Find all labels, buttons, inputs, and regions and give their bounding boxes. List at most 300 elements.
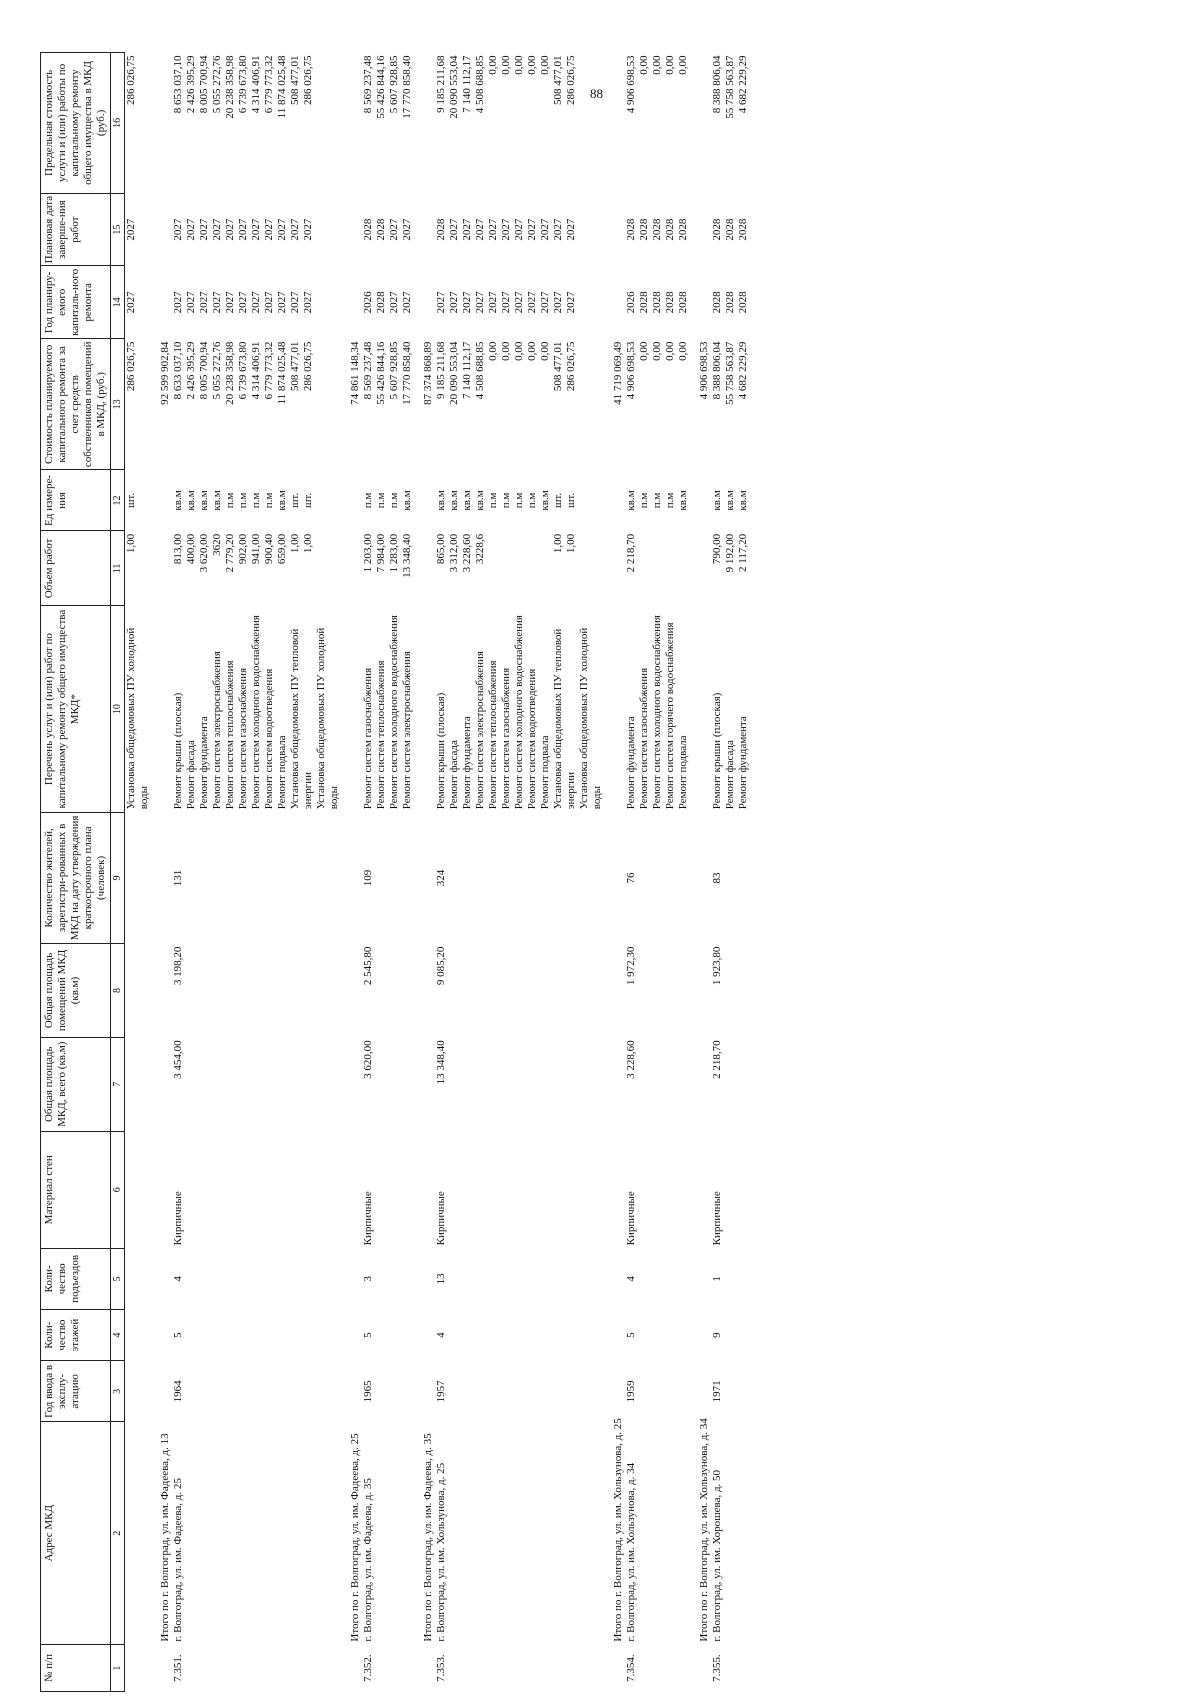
work-limit-entry: 0,00	[651, 55, 663, 75]
work-unit-entry: кв.м	[677, 490, 689, 511]
work-unit-entry: шт.	[552, 492, 564, 509]
work-year	[435, 266, 604, 339]
work-year	[125, 266, 152, 339]
work-volume	[362, 531, 414, 606]
work-cost-entry: 4 314 406,91	[250, 341, 262, 400]
header-cost: Стоимость планируемого капитального ремонта за счет средств собственников помещений в МКД, (руб.)	[41, 339, 111, 470]
work-year-entry: 2027	[125, 291, 137, 314]
work-volume	[435, 531, 604, 606]
work-volume-entry: 3 312,00	[448, 533, 460, 573]
work-item-entry: Ремонт фасада	[724, 740, 736, 810]
row-num: 7.352.	[362, 1654, 374, 1682]
work-completion-entry: 2027	[448, 218, 460, 241]
work-cost-entry: 4 906 698,53	[625, 341, 637, 400]
rotated-table-frame	[40, 52, 1200, 1692]
work-item	[625, 606, 690, 812]
work-limit	[125, 53, 152, 194]
work-limit-entry: 8 388 806,04	[711, 55, 723, 114]
work-volume-entry	[664, 534, 677, 603]
work-unit-entry: шт.	[289, 492, 301, 509]
work-completion-entry: 2028	[711, 218, 723, 241]
work-limit-entry: 508 477,01	[552, 55, 564, 105]
work-year-entry: 2027	[250, 291, 262, 314]
work-limit-entry: 9 185 211,68	[435, 55, 447, 113]
work-unit-entry: п.м	[362, 492, 374, 509]
work-item-entry: Ремонт систем электроснабжения	[211, 651, 223, 810]
work-unit-entry: кв.м	[461, 490, 473, 511]
work-cost-entry: 0,00	[500, 341, 512, 361]
work-cost-entry: 55 426 844,16	[375, 341, 387, 405]
total-label: Итого по г. Волгоград, ул. им. Фадеева, д. 35	[422, 1433, 434, 1642]
work-year	[625, 266, 690, 339]
row-num: 7.351.	[172, 1654, 184, 1682]
table-row	[435, 53, 604, 1692]
work-cost-entry: 508 477,01	[552, 341, 564, 392]
total-row	[690, 53, 711, 1692]
work-cost-entry: 0,00	[487, 341, 499, 361]
floors: 5	[172, 1332, 184, 1338]
work-cost-entry: 508 477,01	[289, 341, 301, 392]
work-volume-entry	[487, 534, 500, 603]
floors: 4	[435, 1332, 447, 1338]
work-unit	[362, 470, 414, 531]
table-body	[125, 53, 751, 1692]
work-unit-entry: кв.м	[724, 490, 736, 511]
work-limit-entry: 508 477,01	[289, 55, 301, 105]
work-unit-entry: кв.м	[474, 490, 486, 511]
row-num: 7.353.	[435, 1654, 447, 1682]
column-number: 1	[111, 1645, 125, 1692]
work-completion-entry: 2028	[724, 218, 736, 241]
work-item	[172, 606, 341, 812]
residents: 83	[711, 872, 723, 884]
work-completion-entry: 2027	[125, 218, 137, 241]
work-volume-entry: 941,00	[250, 533, 262, 565]
row-num: 7.354.	[625, 1654, 637, 1682]
work-limit-entry: 17 770 858,40	[401, 55, 413, 119]
wall-material: Кирпичные	[435, 1191, 447, 1246]
work-item-entry: Ремонт систем холодного водоснабжения	[651, 615, 663, 810]
work-year-entry: 2027	[500, 291, 512, 314]
work-completion	[625, 193, 690, 266]
work-item-entry: Ремонт систем газоснабжения	[362, 667, 374, 810]
year-built: 1959	[625, 1380, 637, 1403]
total-area: 13 348,40	[435, 1040, 447, 1085]
work-year-entry: 2027	[276, 291, 288, 314]
total-row	[414, 53, 435, 1692]
work-volume-entry: 1,00	[125, 533, 137, 554]
work-completion-entry: 2027	[487, 218, 499, 241]
header-residents: Количество жителей, зарегистри-рованных в МКД на дату утверждения краткосрочного плана (человек)	[41, 812, 111, 943]
page-number: 88	[590, 86, 603, 101]
year-built: 1971	[711, 1380, 723, 1403]
wall-material	[125, 1131, 152, 1248]
work-limit-entry: 5 055 272,76	[211, 55, 223, 114]
work-unit-entry: п.м	[513, 492, 525, 509]
work-year-entry: 2027	[224, 291, 236, 314]
work-year-entry: 2027	[172, 291, 184, 314]
work-completion-entry: 2027	[526, 218, 538, 241]
work-item-entry: Ремонт систем теплоснабжения	[487, 660, 499, 810]
work-completion	[125, 193, 152, 266]
work-cost-entry: 5 055 272,76	[211, 341, 223, 400]
row-num	[604, 1645, 625, 1692]
work-cost-entry: 6 739 673,80	[237, 341, 249, 400]
work-item-entry: Ремонт фасада	[448, 740, 460, 810]
work-volume	[711, 531, 750, 606]
work-unit	[711, 470, 750, 531]
column-number: 10	[111, 606, 125, 812]
work-completion-entry: 2028	[664, 218, 676, 241]
residents: 131	[172, 869, 184, 887]
column-number: 9	[111, 812, 125, 943]
work-volume-entry: 3 228,60	[461, 533, 473, 573]
work-volume-entry: 813,00	[172, 533, 184, 565]
completion-date	[341, 193, 362, 266]
row-num	[125, 1645, 152, 1692]
column-number: 12	[111, 470, 125, 531]
work-unit-entry: п.м	[526, 492, 538, 509]
work-unit-entry: п.м	[237, 492, 249, 509]
work-cost-entry: 4 508 688,85	[474, 341, 486, 400]
work-volume-entry: 659,00	[276, 533, 288, 565]
premises-area: 2 545,80	[362, 946, 374, 986]
work-limit-entry: 286 026,75	[302, 55, 314, 105]
work-completion-entry: 2028	[677, 218, 689, 241]
total-cost: 4 906 698,53	[698, 341, 710, 400]
work-volume-entry: 2 779,20	[224, 533, 236, 573]
work-year-entry: 2027	[289, 291, 301, 314]
work-completion	[362, 193, 414, 266]
work-year-entry: 2027	[565, 291, 577, 314]
work-completion-entry: 2027	[552, 218, 564, 241]
column-number: 16	[111, 53, 125, 194]
year-built	[125, 1361, 152, 1422]
work-volume-entry: 902,00	[237, 533, 249, 565]
work-item-entry: Ремонт систем холодного водоснабжения	[513, 615, 525, 810]
header-repair-year: Год планиру-емого капиталь-ного ремонта	[41, 266, 111, 339]
column-number: 8	[111, 944, 125, 1038]
work-volume-entry: 1 203,00	[362, 533, 374, 573]
work-completion-entry: 2027	[302, 218, 314, 241]
work-cost-entry: 286 026,75	[565, 341, 577, 392]
work-item-entry: Установка общедомовых ПУ холодной воды	[125, 627, 150, 810]
work-item-entry: Ремонт крыши (плоская)	[711, 692, 723, 810]
work-completion-entry: 2028	[638, 218, 650, 241]
column-number: 7	[111, 1037, 125, 1131]
work-item-entry: Ремонт систем газоснабжения	[237, 667, 249, 810]
work-completion-entry: 2027	[224, 218, 236, 241]
work-cost-entry: 0,00	[539, 341, 551, 361]
work-year	[172, 266, 341, 339]
work-limit-entry: 6 779 773,32	[263, 55, 275, 114]
work-limit-entry: 55 758 563,87	[724, 55, 736, 119]
work-completion-entry: 2027	[539, 218, 551, 241]
work-item-entry: Ремонт систем горячего водоснабжения	[664, 622, 676, 810]
work-completion	[172, 193, 341, 266]
work-year-entry: 2027	[198, 291, 210, 314]
work-volume-entry: 1,00	[565, 533, 577, 554]
repair-year	[690, 266, 711, 339]
total-cost: 92 599 902,84	[159, 341, 171, 405]
work-item-entry: Ремонт систем водоотведения	[526, 668, 538, 810]
work-limit-entry: 8 005 700,94	[198, 55, 210, 114]
work-volume-entry: 13 348,40	[401, 533, 413, 578]
table-header	[41, 53, 125, 1692]
work-cost	[625, 339, 690, 470]
work-year-entry: 2028	[711, 291, 723, 314]
work-completion	[435, 193, 604, 266]
work-limit-entry: 2 426 395,29	[185, 55, 197, 114]
work-item-entry: Ремонт систем теплоснабжения	[375, 660, 387, 810]
work-item-entry: Установка общедомовых ПУ холодной воды	[315, 627, 340, 810]
header-unit: Ед измере-ния	[41, 470, 111, 531]
column-number: 11	[111, 531, 125, 606]
work-limit-entry: 4 314 406,91	[250, 55, 262, 114]
work-unit-entry: шт.	[565, 492, 577, 509]
work-volume-entry: 900,40	[263, 533, 275, 565]
work-limit-entry: 20 090 553,04	[448, 55, 460, 119]
work-cost-entry: 0,00	[651, 341, 663, 361]
work-completion-entry: 2027	[289, 218, 301, 241]
column-number: 13	[111, 339, 125, 470]
work-unit-entry: п.м	[500, 492, 512, 509]
work-completion-entry: 2028	[737, 218, 749, 241]
work-cost-entry: 8 005 700,94	[198, 341, 210, 400]
work-year-entry: 2027	[552, 291, 564, 314]
limit-cost	[414, 53, 435, 194]
work-unit-entry: кв.м	[276, 490, 288, 511]
work-cost-entry: 5 607 928,85	[388, 341, 400, 400]
limit-cost	[690, 53, 711, 194]
table-row	[362, 53, 414, 1692]
work-volume-entry: 400,00	[185, 533, 197, 565]
work-year-entry: 2026	[362, 291, 374, 314]
work-year-entry: 2027	[185, 291, 197, 314]
work-limit-entry: 0,00	[487, 55, 499, 75]
work-year-entry: 2027	[211, 291, 223, 314]
repair-year	[604, 266, 625, 339]
work-unit-entry: кв.м	[448, 490, 460, 511]
work-cost-entry: 17 770 858,40	[401, 341, 413, 405]
work-limit-entry: 286 026,75	[125, 55, 137, 105]
work-volume	[625, 531, 690, 606]
work-unit-entry: кв.м	[711, 490, 723, 511]
work-item-entry: Установка общедомовых ПУ тепловой энергии	[289, 628, 314, 810]
work-unit	[172, 470, 341, 531]
work-limit-entry: 55 426 844,16	[375, 55, 387, 119]
column-number: 15	[111, 193, 125, 266]
work-cost	[125, 339, 152, 470]
work-unit-entry: п.м	[250, 492, 262, 509]
work-year-entry: 2027	[526, 291, 538, 314]
work-item-entry: Ремонт систем газоснабжения	[638, 667, 650, 810]
work-unit-entry: п.м	[224, 492, 236, 509]
work-unit-entry: п.м	[638, 492, 650, 509]
header-completion-date: Плановая дата заверше-ния работ	[41, 193, 111, 266]
header-works-list: Перечень услуг и (или) работ по капитальному ремонту общего имущества МКД*	[41, 606, 111, 812]
address: г. Волгоград, ул. им. Хорошева, д. 50	[711, 1469, 723, 1642]
limit-cost	[604, 53, 625, 194]
work-cost-entry: 0,00	[664, 341, 676, 361]
entrances: 3	[362, 1276, 374, 1282]
work-unit-entry: шт.	[302, 492, 314, 509]
work-year	[711, 266, 750, 339]
work-item-entry: Ремонт фундамента	[737, 716, 749, 810]
work-item	[125, 606, 152, 812]
entrances	[125, 1248, 152, 1309]
work-unit	[625, 470, 690, 531]
work-cost-entry: 20 090 553,04	[448, 341, 460, 405]
total-area: 3 454,00	[172, 1040, 184, 1079]
work-unit-entry: п.м	[664, 492, 676, 509]
floors: 5	[625, 1332, 637, 1338]
header-limit-cost: Предельная стоимость услуги и (или) работы по капитальному ремонту общего имущества в МКД (руб.)	[41, 53, 111, 194]
work-year-entry: 2027	[435, 291, 447, 314]
work-volume-entry: 790,00	[711, 533, 723, 565]
work-year-entry: 2027	[487, 291, 499, 314]
column-number: 2	[111, 1422, 125, 1645]
work-cost-entry: 20 238 358,98	[224, 341, 236, 405]
floors: 5	[362, 1332, 374, 1338]
header-address: Адрес МКД	[41, 1422, 111, 1645]
work-completion-entry: 2027	[172, 218, 184, 241]
capital-repair-table	[40, 52, 750, 1692]
table-row	[711, 53, 750, 1692]
wall-material: Кирпичные	[172, 1191, 184, 1246]
address: г. Волгоград, ул. им. Хользунова, д. 34	[625, 1462, 637, 1642]
work-limit-entry: 7 140 112,17	[461, 55, 473, 113]
residents: 324	[435, 869, 447, 887]
entrances: 4	[625, 1276, 637, 1282]
work-volume-entry: 1,00	[289, 533, 301, 554]
work-volume-entry: 9 192,00	[724, 533, 736, 573]
header-row	[41, 53, 111, 1692]
header-entrances: Коли-чество подъездов	[41, 1248, 111, 1309]
address	[125, 1422, 152, 1645]
table-row	[172, 53, 341, 1692]
work-limit-entry: 0,00	[513, 55, 525, 75]
work-limit-entry: 5 607 928,85	[388, 55, 400, 114]
work-unit-entry: шт.	[125, 492, 137, 509]
work-cost-entry: 7 140 112,17	[461, 341, 473, 400]
work-item-entry: Ремонт систем холодного водоснабжения	[388, 615, 400, 810]
work-completion-entry: 2027	[211, 218, 223, 241]
work-year	[362, 266, 414, 339]
work-completion-entry: 2027	[263, 218, 275, 241]
work-year-entry: 2028	[664, 291, 676, 314]
work-volume-entry: 3228,6	[474, 533, 486, 565]
completion-date	[604, 193, 625, 266]
total-row	[151, 53, 172, 1692]
work-year-entry: 2027	[539, 291, 551, 314]
work-cost-entry: 9 185 211,68	[435, 341, 447, 400]
work-volume-entry: 865,00	[435, 533, 447, 565]
work-item-entry: Ремонт систем газоснабжения	[500, 667, 512, 810]
work-year-entry: 2027	[448, 291, 460, 314]
wall-material: Кирпичные	[625, 1191, 637, 1246]
work-limit	[625, 53, 690, 194]
table-row	[625, 53, 690, 1692]
column-number: 6	[111, 1131, 125, 1248]
year-built: 1957	[435, 1380, 447, 1403]
work-limit-entry: 11 874 025,48	[276, 55, 288, 119]
work-limit	[435, 53, 604, 194]
address: г. Волгоград, ул. им. Фадеева, д. 35	[362, 1478, 374, 1642]
premises-area	[125, 944, 152, 1038]
work-limit-entry: 8 653 037,10	[172, 55, 184, 114]
work-volume-entry	[638, 534, 651, 603]
work-item-entry: Ремонт систем электроснабжения	[401, 651, 413, 810]
total-cost: 87 374 868,89	[422, 341, 434, 405]
work-limit-entry: 0,00	[638, 55, 650, 75]
premises-area: 1 972,30	[625, 946, 637, 986]
work-item-entry: Ремонт систем холодного водоснабжения	[250, 615, 262, 810]
year-built: 1965	[362, 1380, 374, 1403]
work-volume-entry	[651, 534, 664, 603]
work-unit-entry: кв.м	[737, 490, 749, 511]
work-year-entry: 2027	[401, 291, 413, 314]
work-year-entry: 2027	[263, 291, 275, 314]
work-year-entry: 2028	[651, 291, 663, 314]
row-num: 7.355.	[711, 1654, 723, 1682]
work-volume	[172, 531, 341, 606]
entrances: 13	[435, 1273, 447, 1285]
work-unit-entry: кв.м	[211, 490, 223, 511]
work-completion-entry: 2027	[474, 218, 486, 241]
work-cost-entry: 6 779 773,32	[263, 341, 275, 400]
premises-area: 3 198,20	[172, 946, 184, 986]
work-year-entry: 2027	[474, 291, 486, 314]
work-item	[362, 606, 414, 812]
work-unit-entry: кв.м	[185, 490, 197, 511]
work-unit-entry: кв.м	[198, 490, 210, 511]
work-item-entry: Ремонт систем электроснабжения	[474, 651, 486, 810]
entrances: 4	[172, 1276, 184, 1282]
work-completion-entry: 2028	[362, 218, 374, 241]
row-num	[151, 1645, 172, 1692]
work-limit	[172, 53, 341, 194]
table-row	[125, 53, 152, 1692]
work-volume-entry	[539, 534, 552, 603]
header-volume: Объем работ	[41, 531, 111, 606]
work-completion-entry: 2028	[375, 218, 387, 241]
work-unit-entry: кв.м	[539, 490, 551, 511]
work-cost-entry: 286 026,75	[302, 341, 314, 392]
work-completion-entry: 2027	[250, 218, 262, 241]
work-limit-entry: 6 739 673,80	[237, 55, 249, 114]
work-volume-entry	[513, 534, 526, 603]
work-limit-entry: 0,00	[526, 55, 538, 75]
work-limit-entry: 4 682 229,29	[737, 55, 749, 114]
limit-cost	[151, 53, 172, 194]
work-limit-entry: 20 238 358,98	[224, 55, 236, 119]
work-volume-entry	[526, 534, 539, 603]
completion-date	[690, 193, 711, 266]
work-volume-entry: 1,00	[302, 533, 314, 554]
total-area: 3 228,60	[625, 1040, 637, 1079]
work-year-entry: 2027	[461, 291, 473, 314]
premises-area: 9 085,20	[435, 946, 447, 986]
total-label: Итого по г. Волгоград, ул. им. Фадеева, д. 25	[349, 1433, 361, 1642]
work-completion-entry: 2027	[388, 218, 400, 241]
work-year-entry: 2027	[302, 291, 314, 314]
work-year-entry: 2028	[638, 291, 650, 314]
total-cost: 41 719 069,49	[612, 341, 624, 405]
total-row	[604, 53, 625, 1692]
work-cost-entry: 0,00	[513, 341, 525, 361]
row-num	[341, 1645, 362, 1692]
